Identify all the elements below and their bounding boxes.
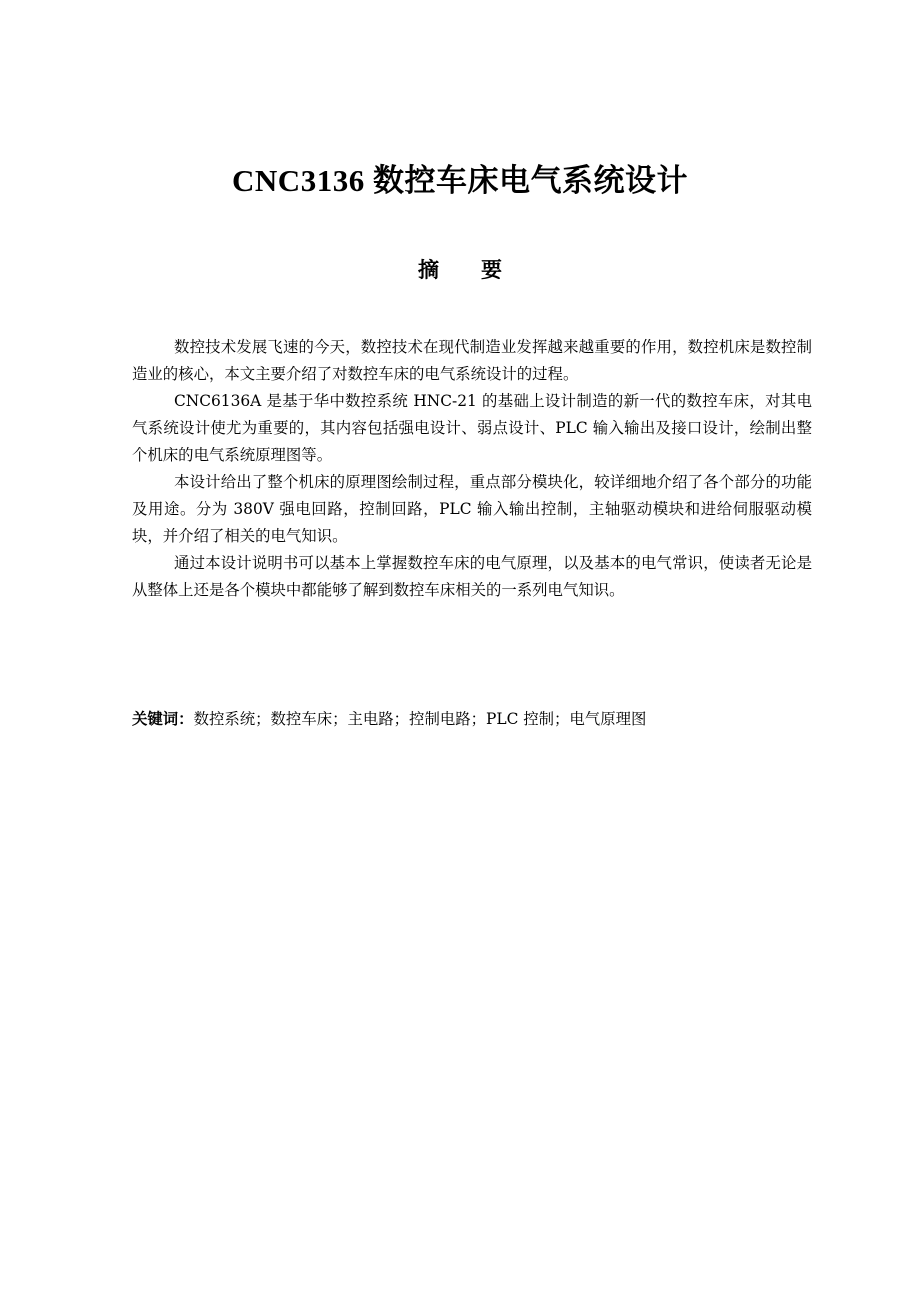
keywords-line bbox=[132, 706, 812, 733]
abstract-body bbox=[132, 334, 812, 604]
abstract-paragraph-3: 本设计给出了整个机床的原理图绘制过程，重点部分模块化，较详细地介绍了各个部分的功能及用途。分为 380V 强电回路，控制回路，PLC 输入输出控制，主轴驱动模块和进给伺服驱动模块，并介绍了相关的电气知识。 bbox=[132, 473, 812, 545]
keywords-label: 关键词： bbox=[132, 710, 194, 728]
abstract-paragraph-4: 通过本设计说明书可以基本上掌握数控车床的电气原理，以及基本的电气常识，使读者无论是从整体上还是各个模块中都能够了解到数控车床相关的一系列电气知识。 bbox=[132, 554, 812, 599]
keywords-text: 数控系统；数控车床；主电路；控制电路；PLC 控制；电气原理图 bbox=[193, 710, 647, 728]
document-title: CNC3136 数控车床电气系统设计 bbox=[232, 163, 688, 198]
abstract-paragraph-1: 数控技术发展飞速的今天，数控技术在现代制造业发挥越来越重要的作用，数控机床是数控制造业的核心，本文主要介绍了对数控车床的电气系统设计的过程。 bbox=[132, 338, 812, 383]
abstract-heading: 摘 要 bbox=[418, 258, 502, 282]
abstract-paragraph-2: CNC6136A 是基于华中数控系统 HNC-21 的基础上设计制造的新一代的数控车床，对其电气系统设计使尤为重要的，其内容包括强电设计、弱点设计、PLC 输入输出及接口设计，绘制出整个机床的电气系统原理图等。 bbox=[132, 392, 812, 464]
